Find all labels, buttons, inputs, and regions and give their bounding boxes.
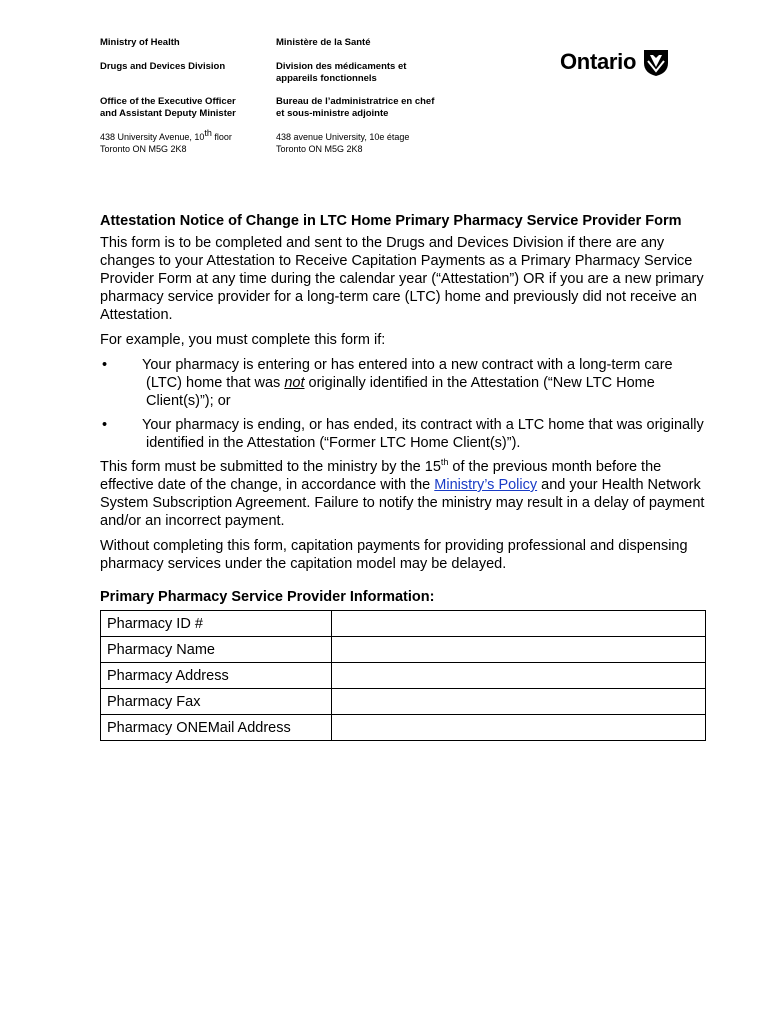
table-row: [101, 637, 706, 663]
example-lead: For example, you must complete this form if:: [100, 332, 386, 348]
form-title: Attestation Notice of Change in LTC Home Primary Pharmacy Service Provider Form: [100, 213, 682, 229]
ontario-logo: [560, 47, 671, 77]
document-body: [100, 212, 706, 741]
address-fr: 438 avenue University, 10e étage Toronto ON M5G 2K8: [276, 132, 410, 154]
intro-paragraph: This form is to be completed and sent to the Drugs and Devices Division if there are any changes to your Attestation to Receive Capitation Payments as a Primary Pharmacy Service Provider Form at any time during the calendar year (“Attestation”) OR if you are a new primary pharmacy service provider for a long-term care (LTC) home and previously did not receive an Attestation.: [100, 235, 704, 323]
division-name-fr: Division des médicaments et appareils fonctionnels: [276, 61, 407, 84]
table-row: [101, 715, 706, 741]
pharmacy-fax-label: Pharmacy Fax: [101, 689, 332, 715]
address-en: 438 University Avenue, 10th floor Toronto ON M5G 2K8: [100, 128, 232, 154]
pharmacy-onemail-field[interactable]: [332, 715, 706, 741]
ministry-name-en: Ministry of Health: [100, 37, 180, 48]
section-title: Primary Pharmacy Service Provider Information:: [100, 589, 435, 605]
pharmacy-name-label: Pharmacy Name: [101, 637, 332, 663]
warning-paragraph: Without completing this form, capitation payments for providing professional and dispensing pharmacy services under the capitation model may be delayed.: [100, 538, 688, 572]
ontario-wordmark: Ontario: [560, 49, 637, 74]
table-row: [101, 663, 706, 689]
pharmacy-info-table: [100, 610, 706, 741]
trillium-icon: [641, 47, 671, 77]
pharmacy-id-field[interactable]: [332, 611, 706, 637]
submission-paragraph: This form must be submitted to the ministry by the 15th of the previous month before the effective date of the change, in accordance with the Ministry’s Policy and your Health Network System Subscription Agreement. Failure to notify the ministry may result in a delay of payment and/or an incorrect payment.: [100, 457, 705, 529]
list-item: • Your pharmacy is ending, or has ended, its contract with a LTC home that was originally identified in the Attestation (“Former LTC Home Client(s)”).: [124, 416, 706, 452]
pharmacy-fax-field[interactable]: [332, 689, 706, 715]
ministry-policy-link[interactable]: Ministry’s Policy: [434, 477, 538, 493]
office-name-en: Office of the Executive Officer and Assistant Deputy Minister: [100, 96, 236, 119]
table-row: [101, 611, 706, 637]
table-row: [101, 689, 706, 715]
condition-list: [100, 356, 706, 452]
pharmacy-name-field[interactable]: [332, 637, 706, 663]
pharmacy-id-label: Pharmacy ID #: [101, 611, 332, 637]
list-item: • Your pharmacy is entering or has entered into a new contract with a long-term care (LTC) home that was not originally identified in the Attestation (“New LTC Home Client(s)”); or: [124, 356, 706, 410]
division-name-en: Drugs and Devices Division: [100, 61, 226, 72]
pharmacy-address-label: Pharmacy Address: [101, 663, 332, 689]
pharmacy-onemail-label: Pharmacy ONEMail Address: [101, 715, 332, 741]
office-name-fr: Bureau de l’administratrice en chef et sous-ministre adjointe: [276, 96, 435, 119]
pharmacy-address-field[interactable]: [332, 663, 706, 689]
ministry-name-fr: Ministère de la Santé: [276, 37, 371, 48]
